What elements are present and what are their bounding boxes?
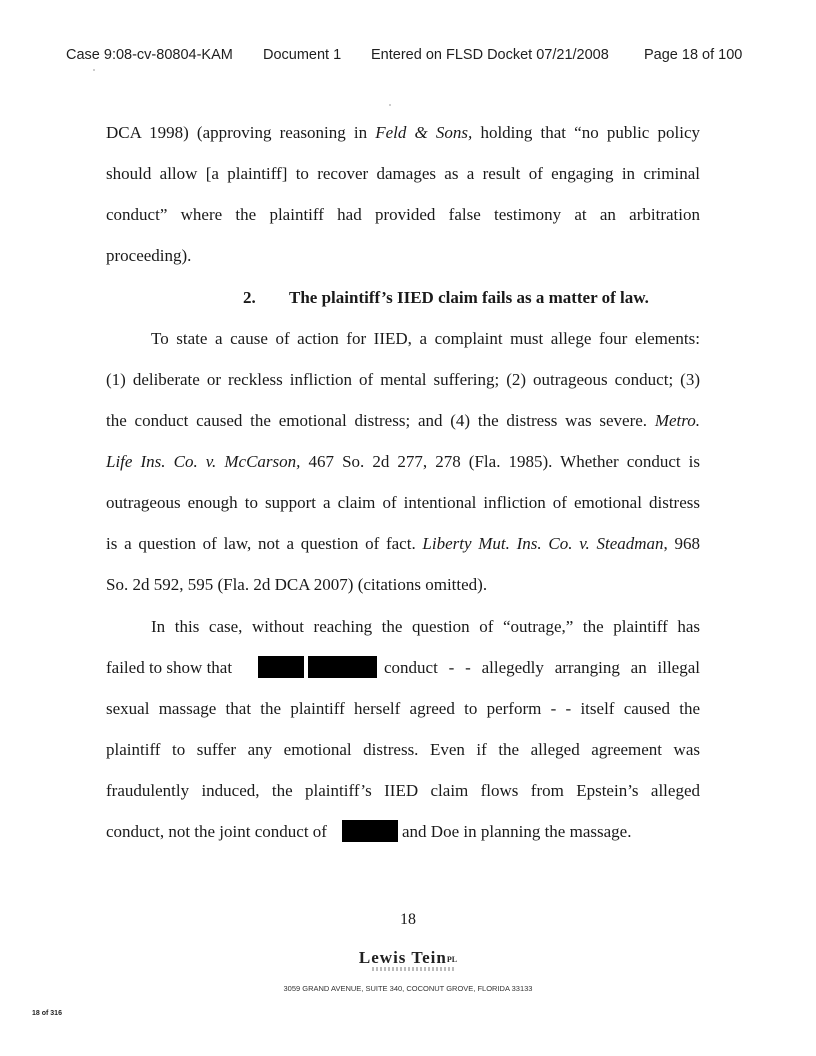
redaction-block [308, 656, 377, 678]
firm-tagline-mark [372, 967, 454, 971]
text-line: conduct, not the joint conduct of and Doe in planning the massage. [106, 822, 632, 841]
scan-speck [93, 69, 95, 71]
section-heading [106, 286, 700, 310]
firm-suffix: PL [446, 955, 458, 964]
section-title: The plaintiff’s IIED claim fails as a matter of law. [289, 288, 649, 307]
text-line: conduct” where the plaintiff had provided false testimony at an arbitration [106, 205, 700, 224]
section-number: 2. [243, 288, 256, 307]
case-number: Case 9:08-cv-80804-KAM [66, 47, 233, 63]
text-line: the conduct caused the emotional distress; and (4) the distress was severe. Metro. [106, 411, 701, 430]
text-line: (1) deliberate or reckless infliction of mental suffering; (2) outrageous conduct; (3) [106, 370, 700, 389]
case-citation: Metro. [654, 411, 701, 430]
text-line: should allow [a plaintiff] to recover damages as a result of engaging in criminal [106, 164, 700, 183]
page-number: 18 [400, 911, 416, 928]
text-line: To state a cause of action for IIED, a complaint must allege four elements: [151, 329, 700, 348]
text-line: is a question of law, not a question of fact. Liberty Mut. Ins. Co. v. Steadman, 968 [106, 534, 700, 553]
case-citation: Feld & Sons, [375, 123, 473, 142]
firm-address: 3059 GRAND AVENUE, SUITE 340, COCONUT GROVE, FLORIDA 33133 [283, 984, 533, 993]
case-citation: Life Ins. Co. v. McCarson, [106, 452, 301, 471]
redaction-block [342, 820, 398, 842]
bates-page-count: 18 of 316 [32, 1010, 62, 1017]
page-indicator: Page 18 of 100 [644, 47, 743, 63]
text-line: proceeding). [106, 246, 192, 265]
text-line: plaintiff to suffer any emotional distress. Even if the alleged agreement was [106, 740, 700, 759]
firm-name: Lewis Tein [358, 948, 447, 967]
document-label: Document 1 [263, 47, 342, 63]
text-line: So. 2d 592, 595 (Fla. 2d DCA 2007) (citations omitted). [106, 575, 488, 594]
text-line: sexual massage that the plaintiff herself agreed to perform - - itself caused the [106, 699, 700, 718]
text-line: failed to show that conduct - - allegedly arranging an illegal [106, 658, 700, 677]
text-line: outrageous enough to support a claim of intentional infliction of emotional distress [106, 493, 700, 512]
redaction-block [258, 656, 304, 678]
text-line: In this case, without reaching the question of “outrage,” the plaintiff has [151, 617, 700, 636]
case-citation: Liberty Mut. Ins. Co. v. Steadman [422, 534, 664, 553]
firm-logo [0, 948, 816, 968]
text-line: Life Ins. Co. v. McCarson, 467 So. 2d 277, 278 (Fla. 1985). Whether conduct is [106, 452, 701, 471]
scan-speck [389, 104, 391, 106]
text-line: fraudulently induced, the plaintiff’s IIED claim flows from Epstein’s alleged [106, 781, 700, 800]
docket-entry-date: Entered on FLSD Docket 07/21/2008 [371, 47, 609, 63]
text-line: DCA 1998) (approving reasoning in Feld & Sons, holding that “no public policy [106, 123, 700, 142]
